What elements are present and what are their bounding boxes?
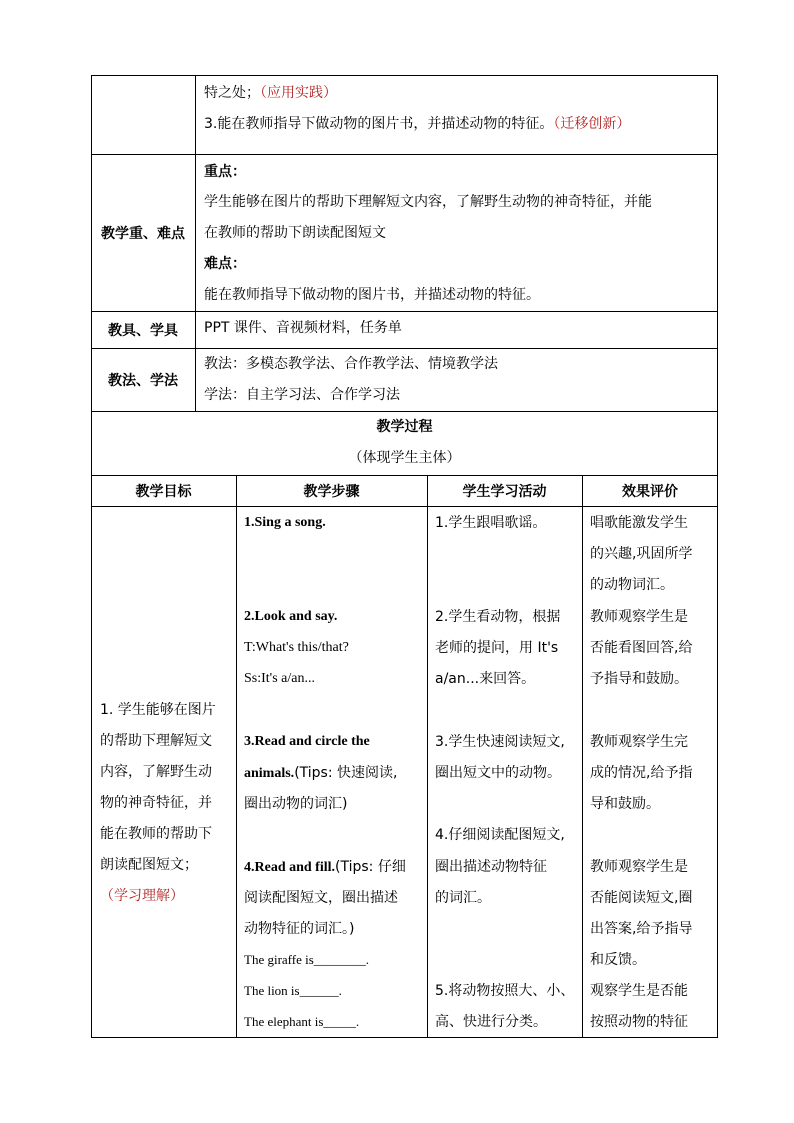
evaluation-line: 观察学生是否能 <box>590 983 688 999</box>
step-title: animals. <box>244 766 295 781</box>
step-tip: 阅读配图短文，圈出描述 <box>244 890 398 906</box>
evaluation-line: 否能阅读短文,圈 <box>590 890 693 906</box>
method-label: 教法、学法 <box>108 373 178 389</box>
column-divider <box>582 475 583 1038</box>
objective-tag: （应用实践） <box>260 85 337 101</box>
step-line: T:What's this/that? <box>244 640 349 655</box>
goal-tag: （学习理解） <box>100 888 184 904</box>
upper-label-divider <box>195 75 196 412</box>
evaluation-line: 导和鼓励。 <box>590 796 660 812</box>
evaluation-line: 唱歌能激发学生 <box>590 515 688 531</box>
evaluation-line: 教师观察学生是 <box>590 609 688 625</box>
process-subtitle: （体现学生主体） <box>348 450 461 466</box>
evaluation-line: 的动物词汇。 <box>590 577 674 593</box>
activity-line: 4.仔细阅读配图短文, <box>435 827 565 843</box>
activity-line: 圈出短文中的动物。 <box>435 765 561 781</box>
objective-line-2 <box>204 114 630 134</box>
key-point-line: 在教师的帮助下朗读配图短文 <box>204 225 386 241</box>
header-goal: 教学目标 <box>135 483 192 500</box>
column-divider <box>427 475 428 1038</box>
teaching-method: 教法：多模态教学法、合作教学法、情境教学法 <box>204 356 498 372</box>
step-tip: (Tips: 快速阅读, <box>294 765 398 781</box>
tools-content: PPT 课件、音视频材料，任务单 <box>204 320 402 336</box>
activity-line: 圈出描述动物特征 <box>435 859 547 875</box>
evaluation-line: 出答案,给予指导 <box>590 921 693 937</box>
evaluation-line: 和反馈。 <box>590 952 646 968</box>
goal-line: 内容，了解野生动 <box>100 764 212 780</box>
goal-line: 能在教师的帮助下 <box>100 826 212 842</box>
tools-label: 教具、学具 <box>108 322 178 339</box>
step-line <box>244 763 397 784</box>
key-point-line: 学生能够在图片的帮助下理解短文内容，了解野生动物的神奇特征，并能 <box>204 194 652 210</box>
difficulty-title: 难点： <box>204 256 246 272</box>
step-title: 1.Sing a song. <box>244 515 326 530</box>
objective-line-1 <box>204 83 337 103</box>
focus-label: 教学重、难点 <box>101 225 185 242</box>
header-evaluation: 效果评价 <box>622 483 678 500</box>
step-tip: 圈出动物的词汇) <box>244 796 348 812</box>
step-line: Ss:It's a/an... <box>244 671 315 686</box>
activity-line: 3.学生快速阅读短文, <box>435 734 565 750</box>
activity-line: 5.将动物按照大、小、 <box>435 983 575 999</box>
step-tip: (Tips: 仔细 <box>335 859 406 875</box>
difficulty-line: 能在教师指导下做动物的图片书，并描述动物的特征。 <box>204 287 540 303</box>
activity-line: 2.学生看动物，根据 <box>435 609 561 625</box>
evaluation-line: 否能看图回答,给 <box>590 640 693 656</box>
activity-line: a/an...来回答。 <box>435 671 536 687</box>
objective-text: 特之处； <box>204 85 260 101</box>
activity-line: 1.学生跟唱歌谣。 <box>435 515 547 531</box>
column-divider <box>236 475 237 1038</box>
evaluation-line: 按照动物的特征 <box>590 1014 688 1030</box>
learning-method: 学法：自主学习法、合作学习法 <box>204 387 400 403</box>
step-title: 2.Look and say. <box>244 609 338 624</box>
evaluation-line: 成的情况,给予指 <box>590 765 693 781</box>
evaluation-line: 教师观察学生是 <box>590 859 688 875</box>
step-title: 3.Read and circle the <box>244 734 370 749</box>
header-activities: 学生学习活动 <box>462 483 547 500</box>
goal-line: 朗读配图短文； <box>100 857 198 873</box>
goal-line: 物的神奇特征，并 <box>100 795 212 811</box>
step-line <box>244 857 406 878</box>
fill-sentence: The giraffe is________. <box>244 952 370 967</box>
evaluation-line: 的兴趣,巩固所学 <box>590 546 693 562</box>
evaluation-line: 予指导和鼓励。 <box>590 671 688 687</box>
objective-text: 3.能在教师指导下做动物的图片书，并描述动物的特征。 <box>204 116 554 132</box>
header-divider <box>91 506 718 507</box>
fill-sentence: The lion is______. <box>244 983 342 998</box>
fill-sentence: The elephant is_____. <box>244 1014 360 1029</box>
step-tip: 动物特征的词汇。) <box>244 921 355 937</box>
activity-line: 的词汇。 <box>435 890 491 906</box>
header-steps: 教学步骤 <box>303 483 360 500</box>
process-title: 教学过程 <box>376 419 433 435</box>
goal-line: 1. 学生能够在图片 <box>100 702 216 718</box>
objective-tag: （迁移创新） <box>553 116 631 132</box>
activity-line: 高、快进行分类。 <box>435 1014 547 1030</box>
key-point-title: 重点： <box>204 164 246 180</box>
step-title: 4.Read and fill. <box>244 860 336 875</box>
goal-line: 的帮助下理解短文 <box>100 733 212 749</box>
evaluation-line: 教师观察学生完 <box>590 734 688 750</box>
activity-line: 老师的提问，用 It's <box>435 640 559 656</box>
